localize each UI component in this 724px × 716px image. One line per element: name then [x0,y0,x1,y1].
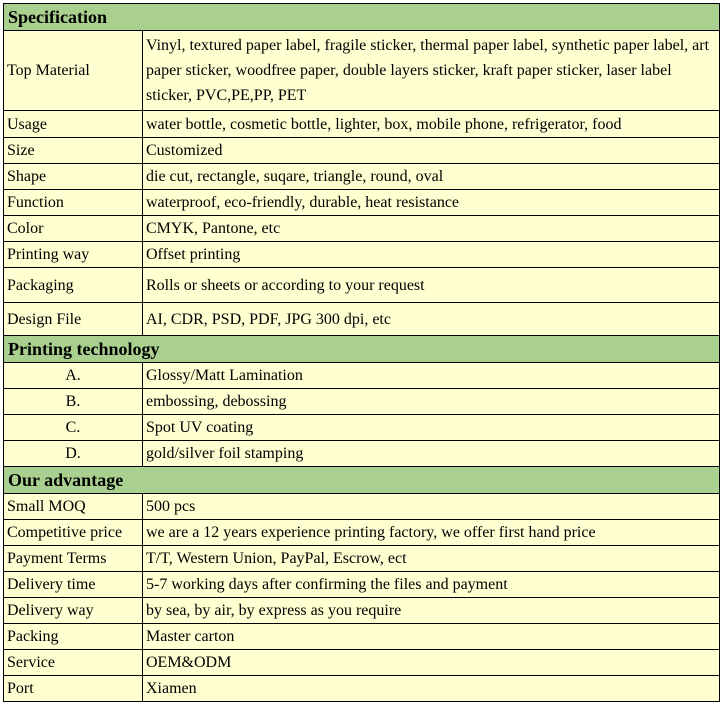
row-value: Vinyl, textured paper label, fragile sticker, thermal paper label, synthetic paper label, art paper sticker, woodfree paper, double layers sticker, kraft paper sticker, laser label sticker, PVC,PE,PP, PET [143,31,720,111]
section-title: Our advantage [4,467,720,494]
row-value: by sea, by air, by express as you require [143,598,720,624]
row-label: Payment Terms [4,546,143,572]
row-label: C. [4,415,143,441]
table-row [4,650,720,676]
row-label: Delivery time [4,572,143,598]
row-value: water bottle, cosmetic bottle, lighter, box, mobile phone, refrigerator, food [143,111,720,138]
row-value: Spot UV coating [143,415,720,441]
row-label: Delivery way [4,598,143,624]
row-label: Function [4,190,143,216]
row-value: AI, CDR, PSD, PDF, JPG 300 dpi, etc [143,303,720,336]
row-label: B. [4,389,143,415]
section-header-specification [4,4,720,31]
row-label: Port [4,676,143,702]
table-row [4,494,720,520]
table-row [4,268,720,303]
table-row [4,31,720,111]
row-value: Offset printing [143,242,720,268]
section-title: Specification [4,4,720,31]
row-label: Top Material [4,31,143,111]
row-label: Packaging [4,268,143,303]
table-row [4,389,720,415]
row-value: 5-7 working days after confirming the files and payment [143,572,720,598]
table-row [4,572,720,598]
section-title: Printing technology [4,336,720,363]
row-label: Design File [4,303,143,336]
row-label: Printing way [4,242,143,268]
row-label: D. [4,441,143,467]
row-label: Usage [4,111,143,138]
row-value: embossing, debossing [143,389,720,415]
table-row [4,190,720,216]
section-header-our-advantage [4,467,720,494]
row-value: CMYK, Pantone, etc [143,216,720,242]
row-value: waterproof, eco-friendly, durable, heat resistance [143,190,720,216]
row-value: 500 pcs [143,494,720,520]
row-value: Customized [143,138,720,164]
specification-table [3,3,720,702]
table-row [4,363,720,389]
table-row [4,415,720,441]
table-row [4,441,720,467]
table-row [4,624,720,650]
table-row [4,546,720,572]
table-row [4,303,720,336]
table-row [4,520,720,546]
row-label: Color [4,216,143,242]
row-value: we are a 12 years experience printing factory, we offer first hand price [143,520,720,546]
section-header-printing-technology [4,336,720,363]
row-value: Master carton [143,624,720,650]
row-label: Shape [4,164,143,190]
row-value: gold/silver foil stamping [143,441,720,467]
row-label: Size [4,138,143,164]
row-label: Service [4,650,143,676]
table-row [4,138,720,164]
table-row [4,164,720,190]
row-label: A. [4,363,143,389]
row-value: Xiamen [143,676,720,702]
row-value: die cut, rectangle, suqare, triangle, round, oval [143,164,720,190]
row-label: Competitive price [4,520,143,546]
row-label: Small MOQ [4,494,143,520]
table-row [4,242,720,268]
table-row [4,676,720,702]
row-value: Glossy/Matt Lamination [143,363,720,389]
row-label: Packing [4,624,143,650]
table-row [4,111,720,138]
row-value: T/T, Western Union, PayPal, Escrow, ect [143,546,720,572]
row-value: OEM&ODM [143,650,720,676]
table-row [4,598,720,624]
table-row [4,216,720,242]
row-value: Rolls or sheets or according to your request [143,268,720,303]
